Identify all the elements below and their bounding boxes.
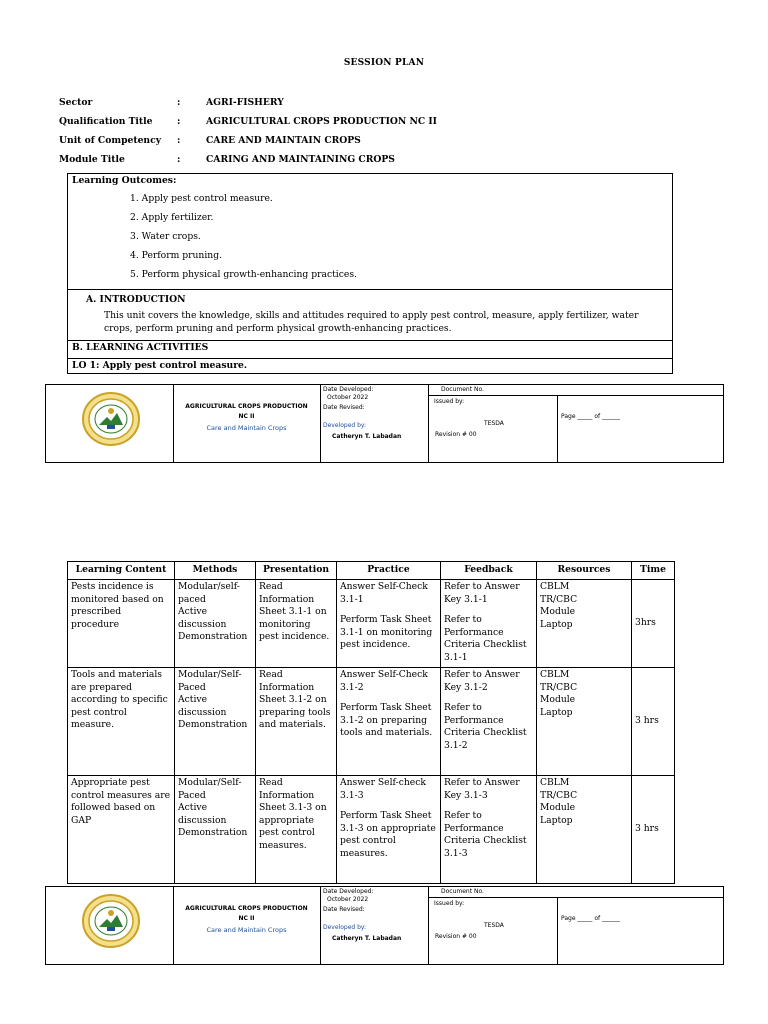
cell-time: 3 hrs xyxy=(632,668,675,776)
meta-sep: : xyxy=(177,97,181,108)
lo1-heading: LO 1: Apply pest control measure. xyxy=(72,360,248,371)
footer-developed-by-value: Catheryn T. Labadan xyxy=(332,935,402,942)
resource-item: Module xyxy=(540,802,576,813)
learning-outcome-item: 2. Apply fertilizer. xyxy=(130,212,214,223)
cell-methods xyxy=(175,580,256,668)
footer-issued-by-label: Issued by: xyxy=(434,900,465,907)
divider xyxy=(68,340,672,341)
cell-presentation: Read Information Sheet 3.1-1 on monitoring pest incidence. xyxy=(256,580,337,668)
footer-qualification-line1: AGRICULTURAL CROPS PRODUCTION xyxy=(185,403,308,410)
meta-key: Module Title xyxy=(59,154,125,165)
divider xyxy=(68,289,672,290)
footer-block xyxy=(45,384,724,463)
divider xyxy=(428,897,723,898)
practice-item: Answer Self-Check 3.1-1 xyxy=(340,581,428,605)
cell-methods xyxy=(175,668,256,776)
footer-revision: Revision # 00 xyxy=(435,933,477,940)
divider xyxy=(428,385,429,462)
resource-item: TR/CBC xyxy=(540,593,578,605)
method-item: Active discussion xyxy=(178,802,227,826)
meta-value: CARE AND MAINTAIN CROPS xyxy=(206,135,361,146)
footer-document-no: Document No. xyxy=(441,888,484,895)
divider xyxy=(428,395,723,396)
footer-issued-by-label: Issued by: xyxy=(434,398,465,405)
cell-presentation: Read Information Sheet 3.1-2 on preparing tools and materials. xyxy=(256,668,337,776)
footer-block xyxy=(45,886,724,965)
meta-value: CARING AND MAINTAINING CROPS xyxy=(206,154,395,165)
method-item: Demonstration xyxy=(178,719,248,730)
divider xyxy=(320,385,321,462)
learning-outcomes-heading: Learning Outcomes: xyxy=(72,175,177,186)
method-item: Modular/Self-Paced xyxy=(178,777,242,801)
practice-item: Answer Self-Check 3.1-2 xyxy=(340,669,428,693)
meta-key: Unit of Competency xyxy=(59,135,162,146)
cell-feedback xyxy=(441,580,537,668)
column-header: Practice xyxy=(337,562,441,580)
learning-outcome-item: 3. Water crops. xyxy=(130,231,201,242)
cell-presentation: Read Information Sheet 3.1-3 on appropriate pest control measures. xyxy=(256,776,337,884)
footer-issued-by-value: TESDA xyxy=(484,420,504,427)
resource-item: TR/CBC xyxy=(540,681,578,693)
divider xyxy=(68,358,672,359)
meta-value: AGRICULTURAL CROPS PRODUCTION NC II xyxy=(206,116,437,127)
feedback-item: Refer to Answer Key 3.1-1 xyxy=(444,581,520,605)
table-header-row xyxy=(68,562,675,580)
column-header: Learning Content xyxy=(68,562,175,580)
cell-practice xyxy=(337,776,441,884)
column-header: Resources xyxy=(537,562,632,580)
footer-date-revised-label: Date Revised: xyxy=(323,404,365,411)
cell-feedback xyxy=(441,776,537,884)
practice-item: Perform Task Sheet 3.1-1 on monitoring pest incidence. xyxy=(340,614,433,650)
table-row xyxy=(68,776,675,884)
divider xyxy=(557,395,558,462)
resource-item: CBLM xyxy=(540,777,570,788)
learning-outcomes-box xyxy=(67,173,673,374)
feedback-item: Refer to Performance Criteria Checklist 3.1-3 xyxy=(444,810,527,859)
cell-learning-content: Appropriate pest control measures are followed based on GAP xyxy=(68,776,175,884)
footer-date-developed-label: Date Developed: xyxy=(323,888,374,895)
resource-item: CBLM xyxy=(540,581,570,592)
meta-value: AGRI-FISHERY xyxy=(206,97,284,108)
footer-unit: Care and Maintain Crops xyxy=(206,926,287,934)
cell-learning-content: Pests incidence is monitored based on prescribed procedure xyxy=(68,580,175,668)
footer-date-revised-label: Date Revised: xyxy=(323,906,365,913)
method-item: Active discussion xyxy=(178,694,227,718)
meta-key: Qualification Title xyxy=(59,116,153,127)
footer-qualification-line2: NC II xyxy=(238,413,255,420)
footer-qualification-line2: NC II xyxy=(238,915,255,922)
resource-item: Module xyxy=(540,606,576,617)
resource-item: TR/CBC xyxy=(540,789,578,801)
cell-learning-content: Tools and materials are prepared according to specific pest control measure. xyxy=(68,668,175,776)
feedback-item: Refer to Performance Criteria Checklist 3.1-2 xyxy=(444,702,527,751)
table-row xyxy=(68,580,675,668)
cell-resources xyxy=(537,776,632,884)
cell-resources xyxy=(537,580,632,668)
resource-item: Laptop xyxy=(540,706,573,718)
resource-item: Module xyxy=(540,694,576,705)
tesda-seal-icon xyxy=(81,391,141,447)
column-header: Methods xyxy=(175,562,256,580)
column-header: Presentation xyxy=(256,562,337,580)
learning-outcome-item: 4. Perform pruning. xyxy=(130,250,223,261)
cell-practice xyxy=(337,668,441,776)
practice-item: Perform Task Sheet 3.1-2 on preparing tools and materials. xyxy=(340,702,433,738)
footer-developed-by-value: Catheryn T. Labadan xyxy=(332,433,402,440)
method-item: Demonstration xyxy=(178,631,248,642)
column-header: Time xyxy=(632,562,675,580)
divider xyxy=(428,887,429,964)
table-row xyxy=(68,668,675,776)
meta-sep: : xyxy=(177,135,181,146)
column-header: Feedback xyxy=(441,562,537,580)
cell-feedback xyxy=(441,668,537,776)
footer-unit: Care and Maintain Crops xyxy=(206,424,287,432)
footer-date-developed-label: Date Developed: xyxy=(323,386,374,393)
method-item: Modular/Self-Paced xyxy=(178,669,242,693)
footer-date-developed-value: October 2022 xyxy=(327,896,369,903)
cell-time: 3 hrs xyxy=(632,776,675,884)
cell-time: 3hrs xyxy=(632,580,675,668)
footer-document-no: Document No. xyxy=(441,386,484,393)
resource-item: Laptop xyxy=(540,814,573,826)
cell-practice xyxy=(337,580,441,668)
page-title: SESSION PLAN xyxy=(343,58,425,68)
footer-qualification-line1: AGRICULTURAL CROPS PRODUCTION xyxy=(185,905,308,912)
divider xyxy=(320,887,321,964)
learning-outcome-item: 5. Perform physical growth-enhancing practices. xyxy=(130,269,357,280)
meta-sep: : xyxy=(177,154,181,165)
method-item: Modular/self-paced xyxy=(178,581,240,605)
footer-revision: Revision # 00 xyxy=(435,431,477,438)
learning-activities-heading: B. LEARNING ACTIVITIES xyxy=(72,342,209,353)
introduction-heading: A. INTRODUCTION xyxy=(86,294,186,305)
footer-page: Page _____ of ______ xyxy=(561,915,621,922)
practice-item: Perform Task Sheet 3.1-3 on appropriate pest control measures. xyxy=(340,810,436,859)
feedback-item: Refer to Answer Key 3.1-3 xyxy=(444,777,520,801)
footer-developed-by-label: Developed by: xyxy=(323,422,367,429)
meta-sep: : xyxy=(177,116,181,127)
footer-date-developed-value: October 2022 xyxy=(327,394,369,401)
footer-issued-by-value: TESDA xyxy=(484,922,504,929)
method-item: Active discussion xyxy=(178,606,227,630)
practice-item: Answer Self-check 3.1-3 xyxy=(340,777,426,801)
introduction-text-line1: This unit covers the knowledge, skills and attitudes required to apply pest control, measure, apply fertilizer, water xyxy=(104,310,639,321)
resource-item: Laptop xyxy=(540,618,573,630)
learning-activities-table xyxy=(67,561,675,884)
tesda-seal-icon xyxy=(81,893,141,949)
divider xyxy=(557,897,558,964)
footer-page: Page _____ of ______ xyxy=(561,413,621,420)
cell-methods xyxy=(175,776,256,884)
cell-resources xyxy=(537,668,632,776)
method-item: Demonstration xyxy=(178,827,248,838)
resource-item: CBLM xyxy=(540,669,570,680)
learning-outcome-item: 1. Apply pest control measure. xyxy=(130,193,273,204)
footer-developed-by-label: Developed by: xyxy=(323,924,367,931)
feedback-item: Refer to Answer Key 3.1-2 xyxy=(444,669,520,693)
introduction-text-line2: crops, perform pruning and perform physical growth-enhancing practices. xyxy=(104,323,452,334)
meta-key: Sector xyxy=(59,97,93,108)
feedback-item: Refer to Performance Criteria Checklist 3.1-1 xyxy=(444,614,527,663)
